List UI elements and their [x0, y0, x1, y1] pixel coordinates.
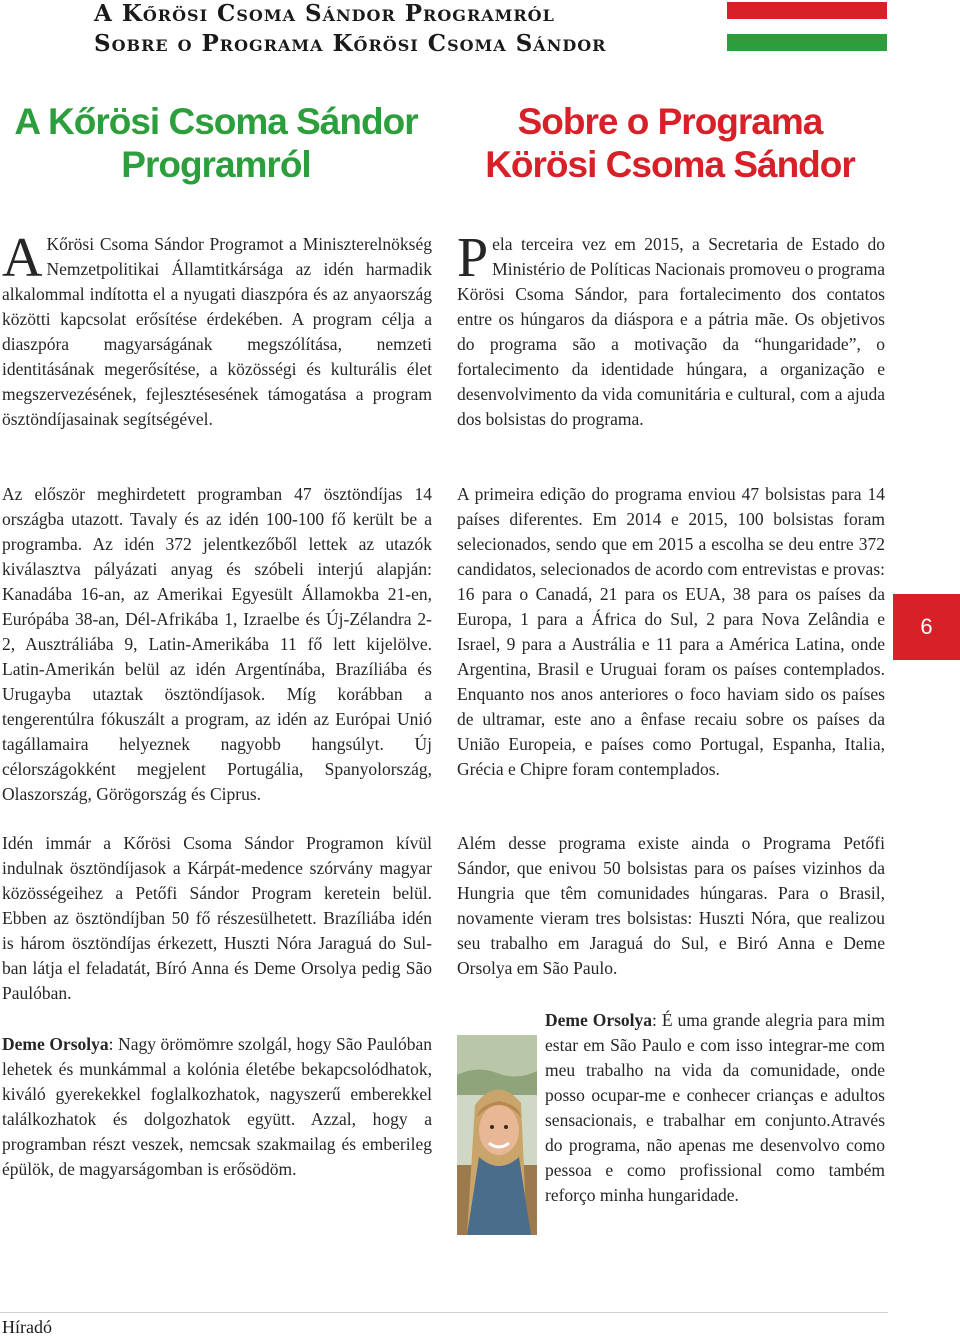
- hu-paragraph-4: [2, 1032, 432, 1182]
- header-title-hu: A Kőrösi Csoma Sándor Programról: [94, 0, 555, 27]
- footer-divider: [0, 1312, 888, 1313]
- pt-quote-text: : É uma grande alegria para mim estar em São Paulo e com isso integrar-me com meu trabalho na vida da comunidade, onde posso ocupar-me e conhecer crianças e adultos sensacionais, e trabalhar em conjunto.Através do programa, não apenas me desenvolvo como pessoa e como profissional como também reforço minha hungaridade.: [545, 1010, 885, 1205]
- header-bar-red: [727, 2, 887, 19]
- pt-paragraph-1: [457, 227, 885, 432]
- hu-quote-name: Deme Orsolya: [2, 1034, 109, 1054]
- hu-paragraph-2: Az először meghirdetett programban 47 ösztöndíjas 14 országba utazott. Tavaly és az idén 100-100 fő került be a programba. Az idén 372 jelentkezőből lettek az utazók kiválasztva pályázati anyag és szóbeli interjú alapján: Kanadába 16-an, az Amerikai Egyesült Államokba 21-en, Európába 38-an, Dél-Afrikába 1, Izraelbe és Új-Zélandra 2-2, Ausztráliába 9, Latin-Amerikába 11 fő lett kijelölve. Latin-Amerikán belül az idén Argentínába, Brazíliába és Urugayba utaztak ösztöndíjasok. Míg korábban a tengerentúlra fókuszált a program, az idén az Európai Unió tagállamaira helyeznek nagyobb hangsúlyt. Új célországokként megjelent Portugália, Spanyolország, Olaszország, Görögország és Ciprus.: [2, 484, 432, 804]
- portrait-illustration: [457, 1035, 537, 1235]
- pt-paragraph-4: [545, 1008, 885, 1208]
- pt-paragraph-3: Além desse programa existe ainda o Programa Petőfi Sándor, que enivou 50 bolsistas para os países vizinhos da Hungria que têm comunidades húngaras. Para o Brasil, novamente vieram tres bolsistas: Huszti Nóra, que realizou seu trabalho em Jaraguá do Sul, e Biró Anna e Deme Orsolya em São Paulo.: [457, 833, 885, 978]
- header-bar-green: [727, 34, 887, 51]
- main-title-pt: Sobre o Programa Körösi Csoma Sándor: [485, 101, 855, 185]
- hu-dropcap: A: [2, 227, 43, 289]
- header-title-pt: Sobre o Programa Kőrösi Csoma Sándor: [94, 30, 607, 57]
- pt-paragraph-2: A primeira edição do programa enviou 47 bolsistas para 14 países diferentes. Em 2014 e 2015, 100 bolsistas foram selecionados, sendo que em 2015 a escolha se deu entre 372 candidatos, selecionados de acordo com entrevistas e provas: 16 para o Canadá, 21 para os EUA, 38 para os países da Europa, 1 para a África do Sul, 2 para Nova Zelândia e Israel, 9 para a Austrália e 11 para a América Latina, onde Argentina, Brasil e Uruguai foram os países contemplados. Enquanto nos anos anteriores o foco haviam sido os países de ultramar, este ano a ênfase recaiu sobre os países da União Europeia, e países como Portugal, Espanha, Italia, Grécia e Chipre foram contemplados.: [457, 484, 885, 779]
- portrait-photo: [457, 1035, 537, 1235]
- hu-paragraph-1-text: Kőrösi Csoma Sándor Programot a Miniszterelnökség Nemzetpolitikai Államtitkársága az idén harmadik alkalommal indította el a nyugati diaszpóra és az anyaország közötti kapcsolat erősítése érdekében. A program célja a diaszpóra magyarságának megszólítása, nemzeti identitásának megerősítése, a közösségi és kulturális élet megszervezésének, fejlesztésesének támogatása a program ösztöndíjasainak segítségével.: [2, 234, 432, 429]
- hu-paragraph-1: [2, 227, 432, 432]
- pt-paragraph-1-text: ela terceira vez em 2015, a Secretaria de Estado do Ministério de Políticas Nacionais promoveu o programa Körösi Csoma Sándor, para fortalecimento dos contatos entre os húngaros da diáspora e a pátria mãe. Os objetivos do programa são a motivação da “hungaridade”, o fortalecimento da identidade húngara, a organização e desenvolvimento da vida comunitária e cultural, com a ajuda dos bolsistas do programa.: [457, 234, 885, 429]
- hu-paragraph-3: Idén immár a Kőrösi Csoma Sándor Programon kívül indulnak ösztöndíjasok a Kárpát-medence szórvány magyar közösségeihez a Petőfi Sándor Program keretein belül. Ebben az ösztöndíjban 50 fő részesülhetett. Brazíliába idén is három ösztöndíjas érkezett, Huszti Nóra Jaraguá do Sul-ban látja el feladatát, Bíró Anna és Deme Orsolya pedig São Paulóban.: [2, 833, 432, 1003]
- main-title-hu: A Kőrösi Csoma Sándor Programról: [14, 101, 418, 185]
- hu-quote-text: : Nagy örömömre szolgál, hogy São Paulóban lehetek és munkámmal a kolónia életébe bekapcsolódhatok, kiváló gyerekekkel foglalkozhatok, nagyszerű emberekkel találkozhatok és dolgozhatok együtt. Azzal, hogy a programban részt veszek, nemcsak szakmailag és emberileg épülök, de magyarságomban is erősödöm.: [2, 1034, 432, 1179]
- pt-quote-name: Deme Orsolya: [545, 1010, 653, 1030]
- page-number: 6: [893, 594, 960, 660]
- pt-dropcap: P: [457, 227, 489, 289]
- footer-publication-name: Híradó: [2, 1317, 52, 1337]
